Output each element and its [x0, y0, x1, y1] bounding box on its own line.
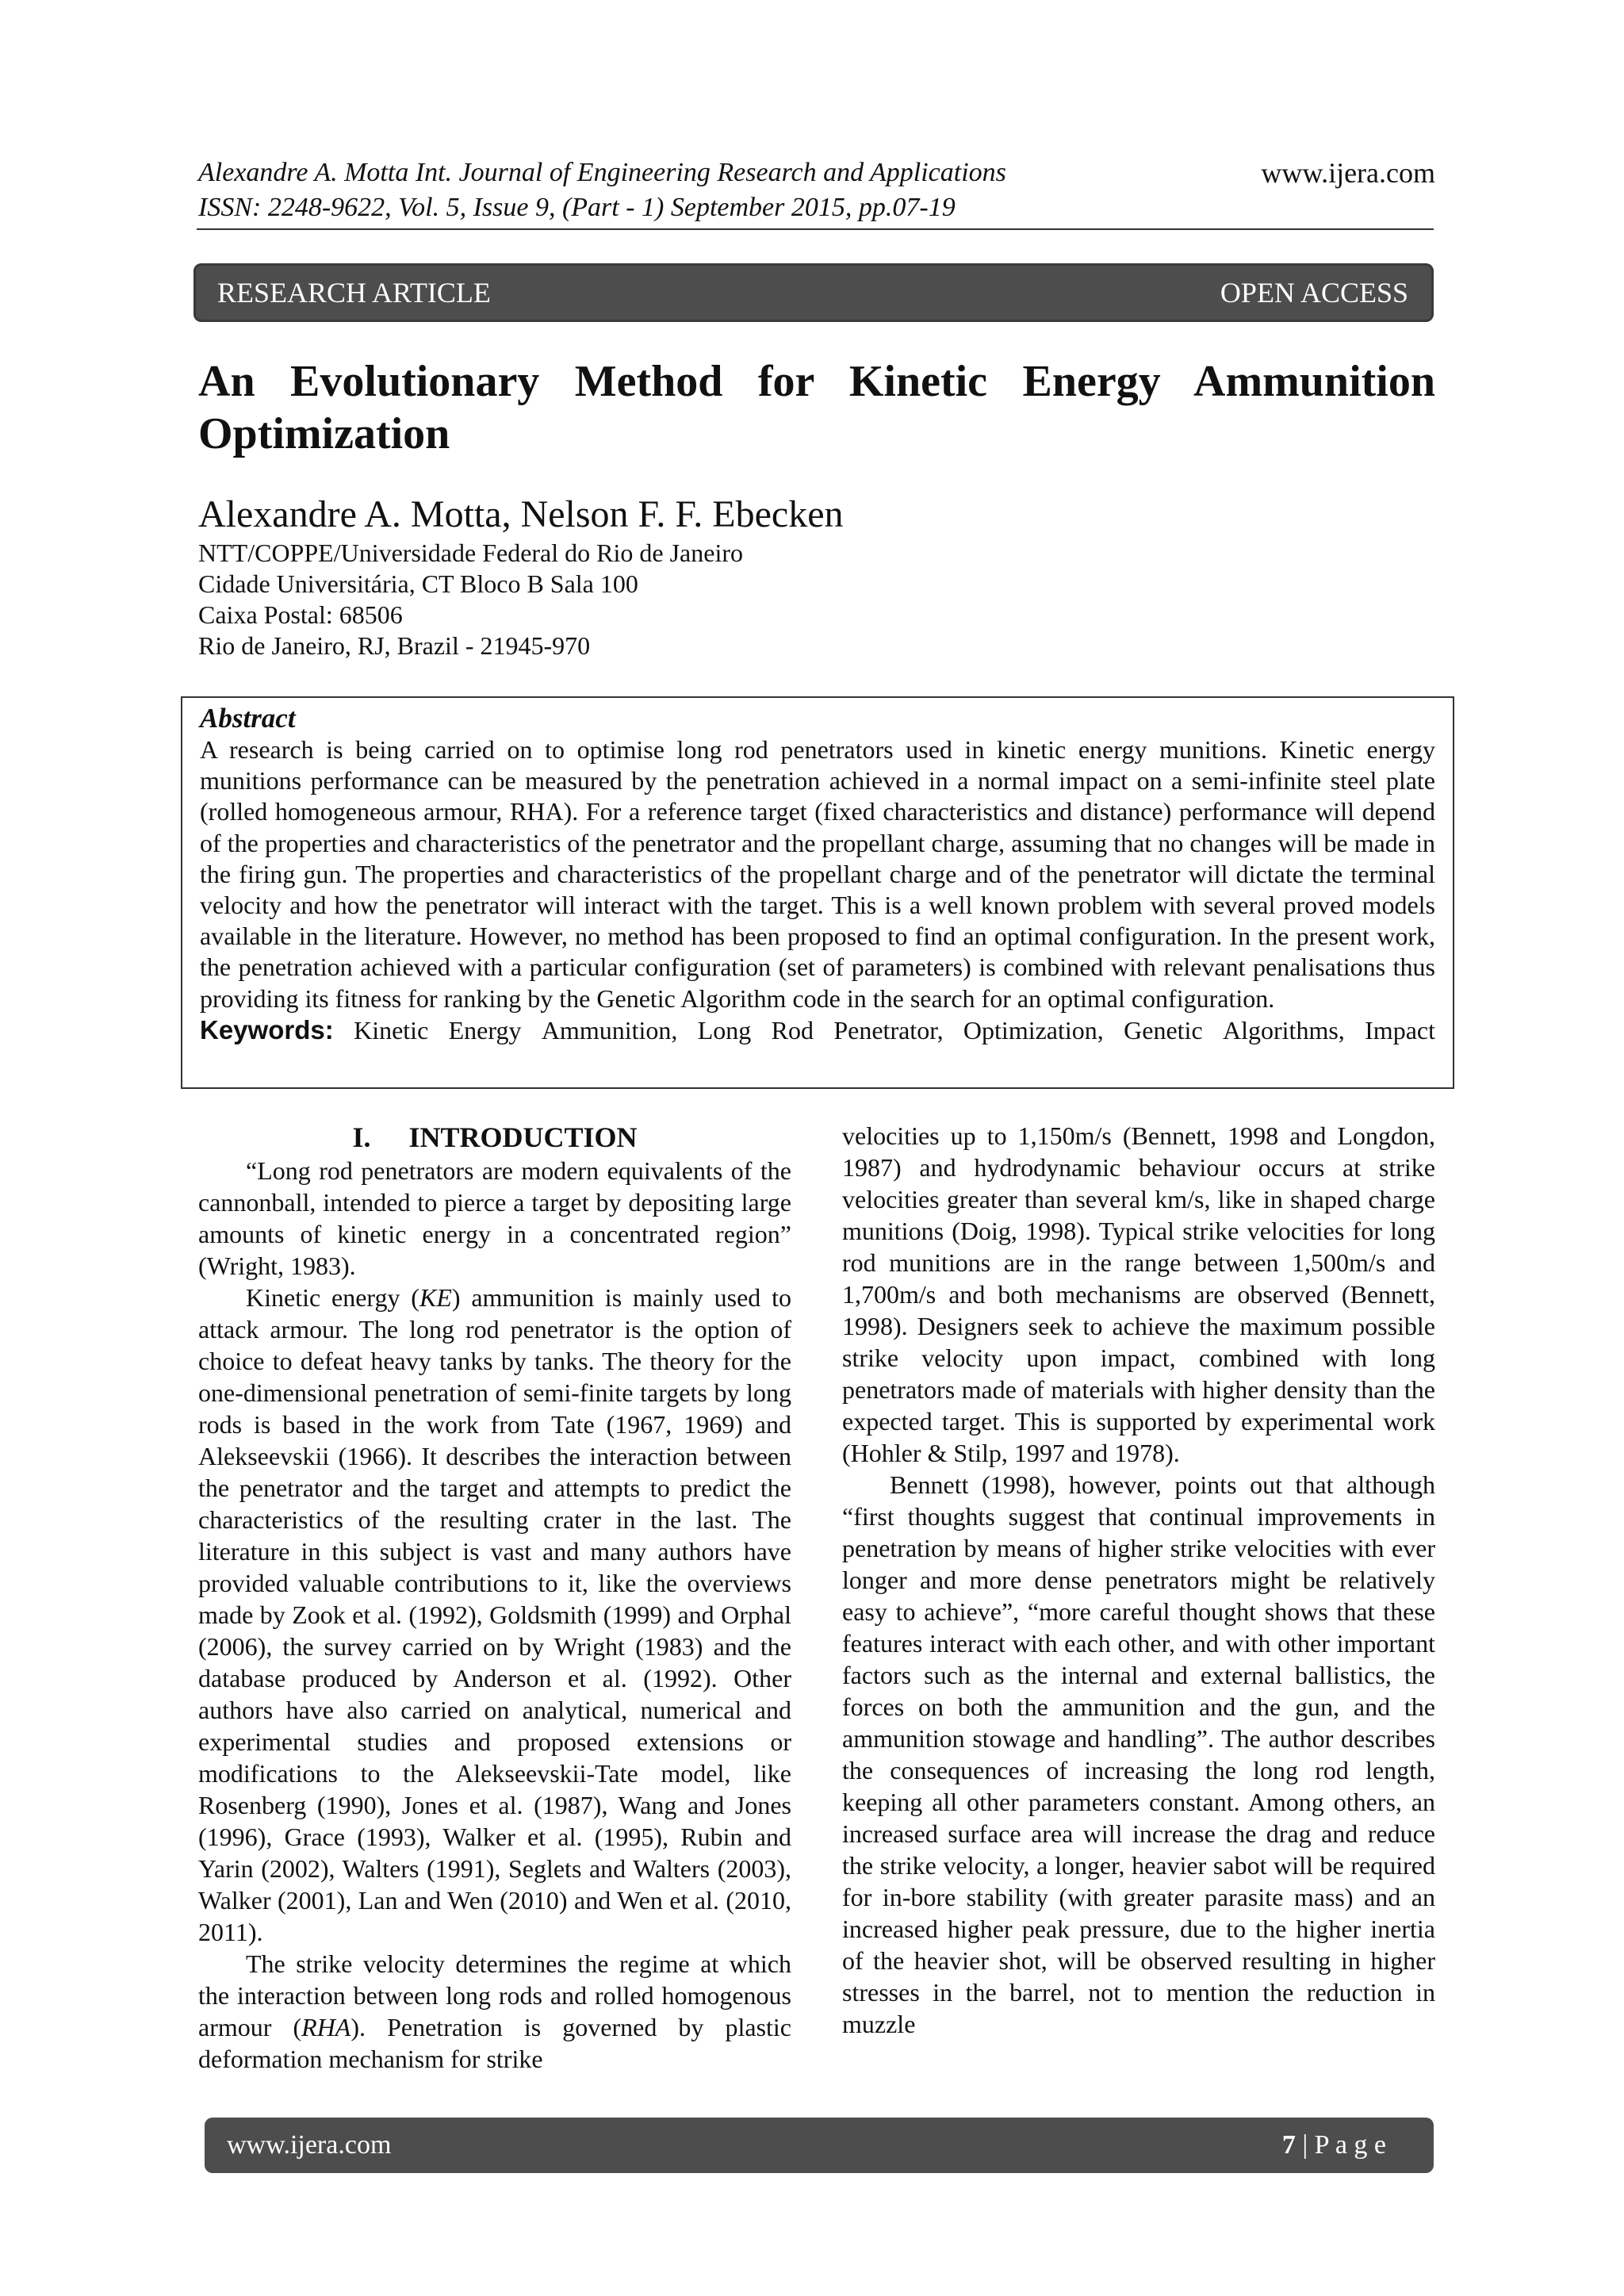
footer-bar [205, 2118, 1434, 2173]
keyword: Kinetic [354, 1015, 429, 1045]
page-label: | P a g e [1302, 2130, 1386, 2160]
ke-abbreviation: KE [419, 1283, 452, 1312]
left-column [198, 1120, 791, 2075]
page-number: 7 [1281, 2130, 1296, 2160]
open-access-label: OPEN ACCESS [1220, 277, 1408, 309]
header-rule [197, 228, 1434, 230]
section-heading [198, 1120, 791, 1155]
right-column [842, 1120, 1435, 2040]
affiliation-line: Caixa Postal: 68506 [198, 600, 403, 629]
abstract-box [181, 696, 1454, 1089]
issn-header-line: ISSN: 2248-9622, Vol. 5, Issue 9, (Part - 1) September 2015, pp.07-19 [198, 193, 956, 222]
section-number: I. [352, 1121, 371, 1153]
rha-abbreviation: RHA [301, 2013, 351, 2041]
affiliation-line: Rio de Janeiro, RJ, Brazil - 21945-970 [198, 631, 591, 660]
intro-paragraph-3 [198, 1948, 791, 2075]
keyword: Algorithms, [1223, 1015, 1345, 1045]
intro-paragraph-4: velocities up to 1,150m/s (Bennett, 1998 and Longdon, 1987) and hydrodynamic behaviour occurs at strike velocities greater than several km/s, like in shaped charge munitions (Doig, 1998). Typical strike velocities for long rod munitions are in the range between 1,500m/s and 1,700m/s and both mechanisms are observed (Bennett, 1998). Designers seek to achieve the maximum possible strike velocity upon impact, combined with long penetrators made of materials with higher density than the expected target. This is supported by experimental work (Hohler & Stilp, 1997 and 1978). [842, 1121, 1435, 1467]
intro-paragraph-2 [198, 1282, 791, 1948]
abstract-heading: Abstract [200, 703, 296, 734]
keyword: Rod [771, 1015, 814, 1045]
text-run: ). Penetration is governed by plastic deformation mechanism for strike [198, 2013, 792, 2073]
keyword: Long [697, 1015, 752, 1045]
keyword: Impact [1365, 1015, 1435, 1045]
keyword: Penetrator, [833, 1015, 944, 1045]
affiliation-line: Cidade Universitária, CT Bloco B Sala 100 [198, 569, 638, 598]
text-run: The strike velocity determines the regime at which the interaction between long rods and rolled homogenous armour ( [198, 1949, 791, 2041]
article-type-banner [193, 263, 1434, 322]
keyword: Genetic [1124, 1015, 1203, 1045]
text-run: ) ammunition is mainly used to attack armour. The long rod penetrator is the option of choice to defeat heavy tanks by tanks. The theory for the one-dimensional penetration of semi-finite targets by long rods is based in the work from Tate (1967, 1969) and Alekseevskii (1966). It describes the interaction between the penetrator and the target and attempts to predict the characteristics of the resulting crater in the last. The literature in this subject is vast and many authors have provided valuable contributions to it, like the overviews made by Zook et al. (1992), Goldsmith (1999) and Orphal (2006), the survey carried on by Wright (1983) and the database produced by Anderson et al. (1992). Other authors have also carried on analytical, numerical and experimental studies and proposed extensions or modifications to the Alekseevskii-Tate model, like Rosenberg (1990), Jones et al. (1987), Wang and Jones (1996), Grace (1993), Walker et al. (1995), Rubin and Yarin (2002), Walters (1991), Seglets and Walters (2003), Walker (2001), Lan and Wen (2010) and Wen et al. (2010, 2011). [198, 1283, 792, 1946]
affiliation-block [198, 538, 743, 661]
affiliation-line: NTT/COPPE/Universidade Federal do Rio de Janeiro [198, 539, 743, 567]
header-website: www.ijera.com [1261, 157, 1435, 189]
section-title: INTRODUCTION [408, 1121, 638, 1153]
footer-website: www.ijera.com [227, 2130, 392, 2160]
text-run: Kinetic energy ( [246, 1283, 419, 1312]
journal-header-line: Alexandre A. Motta Int. Journal of Engineering Research and Applications [198, 158, 1006, 187]
keywords-label: Keywords: [200, 1014, 334, 1045]
keywords-line [200, 1014, 1435, 1046]
keyword: Energy [448, 1015, 522, 1045]
abstract-text: A research is being carried on to optimise long rod penetrators used in kinetic energy munitions. Kinetic energy munitions performance can be measured by the penetration achieved in a normal impact on a semi-infinite steel plate (rolled homogeneous armour, RHA). For a reference target (fixed characteristics and distance) performance will depend of the properties and characteristics of the penetrator and the propellant charge, assuming that no changes will be made in the firing gun. The properties and characteristics of the propellant charge and of the penetrator will dictate the terminal velocity and how the penetrator will interact with the target. This is a well known problem with several proved models available in the literature. However, no method has been proposed to find an optimal configuration. In the present work, the penetration achieved with a particular configuration (set of parameters) is combined with relevant penalisations thus providing its fitness for ranking by the Genetic Algorithm code in the search for an optimal configuration. [200, 735, 1435, 1013]
article-type-label: RESEARCH ARTICLE [217, 277, 491, 309]
keyword: Ammunition, [541, 1015, 678, 1045]
keyword: Optimization, [963, 1015, 1104, 1045]
page-indicator [1282, 2130, 1386, 2160]
intro-paragraph-5: Bennett (1998), however, points out that although “first thoughts suggest that continual improvements in penetration by means of higher strike velocities with ever longer and more dense penetrators might be relatively easy to achieve”, “more careful thought shows that these features interact with each other, and with other important factors such as the internal and external ballistics, the forces on both the ammunition and the gun, and the ammunition stowage and handling”. The author describes the consequences of increasing the long rod length, keeping all other parameters constant. Among others, an increased surface area will increase the drag and reduce the strike velocity, a longer, heavier sabot will be required for in-bore stability (with greater parasite mass) and an increased higher peak pressure, due to the higher inertia of the heavier shot, will be observed resulting in higher stresses in the barrel, not to mention the reduction in muzzle [842, 1470, 1435, 2038]
paper-authors: Alexandre A. Motta, Nelson F. F. Ebecken [198, 493, 844, 535]
paper-title: An Evolutionary Method for Kinetic Energy Ammunition Optimization [198, 357, 1435, 458]
intro-paragraph-1: “Long rod penetrators are modern equivalents of the cannonball, intended to pierce a target by depositing large amounts of kinetic energy in a concentrated region” (Wright, 1983). [198, 1156, 791, 1280]
